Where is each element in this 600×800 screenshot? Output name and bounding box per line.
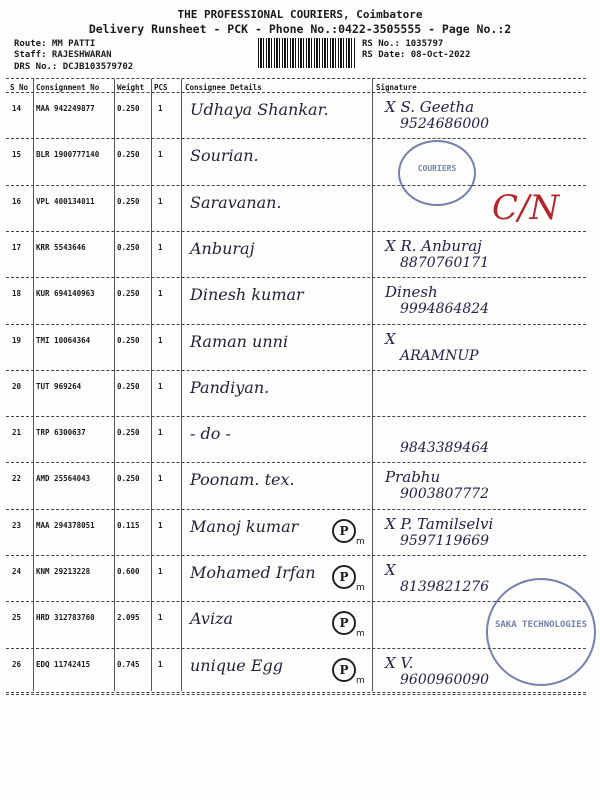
signature-name: Prabhu: [385, 468, 441, 487]
cell-weight: 0.115: [117, 520, 140, 530]
p-circle-mark: P: [332, 565, 356, 589]
cell-consignee: Udhaya Shankar.: [190, 100, 329, 119]
cell-weight: 0.600: [117, 567, 140, 576]
row-divider: [6, 277, 586, 278]
cell-consignee: Saravanan.: [190, 192, 282, 212]
cell-consignee: Raman unni: [190, 331, 289, 351]
cell-pcs: 1: [158, 381, 163, 391]
courier-stamp: [398, 140, 476, 206]
drs-number: DRS No.: DCJB103579702: [14, 62, 134, 72]
p-circle-mark: P: [332, 611, 356, 635]
cell-sno: 20: [12, 381, 22, 391]
cell-consignment-no: MAA 294378051: [36, 520, 95, 530]
row-divider: [6, 694, 586, 695]
cell-consignment-no: EDQ 11742415: [36, 659, 91, 669]
cell-weight: 0.250: [117, 289, 140, 299]
cell-consignment-no: KRR 5543646: [36, 242, 86, 252]
cell-consignment-no: MAA 942249877: [36, 104, 95, 113]
cell-sno: 16: [12, 196, 22, 206]
signature-name: X R. Anburaj: [385, 236, 482, 255]
rs-number: RS No.: 1035797: [362, 39, 444, 49]
cell-consignment-no: VPL 400134011: [36, 196, 95, 206]
cell-weight: 0.250: [117, 196, 140, 206]
cell-consignment-no: TUT 969264: [36, 381, 82, 391]
row-divider: [6, 509, 586, 510]
row-divider: [6, 324, 586, 325]
p-circle-mark: P: [332, 519, 356, 543]
m-mark: m: [356, 583, 365, 593]
row-divider: [6, 185, 586, 186]
cell-pcs: 1: [158, 428, 163, 438]
cell-weight: 0.250: [117, 150, 140, 160]
signature-phone: 8870760171: [400, 254, 490, 271]
row-divider: [6, 138, 586, 139]
cell-consignment-no: KUR 694140963: [36, 289, 95, 299]
col-divider: [151, 79, 152, 691]
col-header-consignment: Consignment No: [36, 83, 100, 92]
route-label: Route: MM PATTI: [14, 39, 96, 49]
stamp-text: COURIERS: [417, 164, 457, 173]
cell-pcs: 1: [158, 196, 163, 206]
cell-sno: 19: [12, 335, 22, 345]
signature-phone: 9524686000: [400, 116, 490, 132]
row-divider: [6, 555, 586, 556]
cell-sno: 25: [12, 613, 22, 623]
cell-weight: 0.745: [117, 659, 140, 669]
signature-name: X V.: [385, 653, 414, 672]
cell-pcs: 1: [158, 474, 163, 484]
cell-consignee: Anburaj: [190, 238, 255, 258]
cell-sno: 26: [12, 659, 22, 669]
signature-phone: 9003807772: [400, 486, 490, 503]
col-header-sno: S No: [10, 83, 29, 92]
cell-weight: 0.250: [117, 381, 140, 391]
p-circle-mark: P: [332, 658, 356, 682]
row-divider: [6, 416, 586, 417]
cell-consignment-no: HRD 312783760: [36, 613, 95, 623]
signature-name: Dinesh: [385, 283, 438, 302]
cell-consignee: Pandiyan.: [190, 377, 270, 397]
signature-name: X: [385, 329, 396, 348]
cell-weight: 0.250: [117, 474, 140, 484]
cell-weight: 0.250: [117, 104, 140, 113]
signature-phone: 9843389464: [400, 440, 490, 457]
cell-pcs: 1: [158, 659, 163, 669]
table-bottom-rule: [6, 692, 586, 693]
table-top-rule: [6, 78, 586, 79]
company-title: THE PROFESSIONAL COURIERS, Coimbatore: [177, 8, 423, 21]
signature-phone: 9600960090: [400, 671, 490, 688]
signature-name: X P. Tamilselvi: [385, 514, 494, 533]
row-divider: [6, 231, 586, 232]
col-header-consignee: Consignee Details: [185, 83, 262, 92]
staff-label: Staff: RAJESHWARAN: [14, 50, 112, 60]
signature-phone: 8139821276: [400, 579, 490, 595]
cell-consignee: unique Egg: [190, 655, 283, 675]
cell-pcs: 1: [158, 335, 163, 345]
col-header-weight: Weight: [117, 83, 145, 92]
m-mark: m: [356, 629, 365, 640]
cn-mark: C/N: [492, 188, 560, 228]
cell-consignee: Mohamed Irfan: [190, 563, 316, 582]
cell-consignee: Poonam. tex.: [190, 470, 295, 490]
cell-sno: 22: [12, 474, 22, 484]
cell-consignment-no: KNM 29213228: [36, 567, 91, 576]
cell-weight: 2.095: [117, 613, 140, 623]
m-mark: m: [356, 536, 365, 547]
cell-consignment-no: BLR 1900777140: [36, 150, 100, 160]
cell-pcs: 1: [158, 150, 163, 160]
col-header-signature: Signature: [376, 83, 417, 92]
signature-phone: 9597119669: [400, 532, 490, 549]
m-mark: m: [356, 675, 365, 686]
cell-consignee: Aviza: [190, 609, 234, 629]
col-divider: [181, 79, 182, 691]
cell-sno: 18: [12, 289, 22, 299]
cell-consignee: - do -: [190, 424, 231, 444]
seal-text: SAKA TECHNOLOGIES: [494, 620, 588, 630]
col-divider: [33, 79, 34, 691]
cell-weight: 0.250: [117, 335, 140, 345]
cell-sno: 15: [12, 150, 22, 160]
cell-pcs: 1: [158, 520, 163, 530]
company-seal: [486, 578, 596, 686]
col-divider: [114, 79, 115, 691]
header-rule: [6, 92, 586, 93]
barcode: [258, 38, 356, 68]
rs-date: RS Date: 08-Oct-2022: [362, 50, 471, 60]
cell-sno: 24: [12, 567, 22, 576]
cell-weight: 0.250: [117, 428, 140, 438]
cell-pcs: 1: [158, 567, 163, 576]
row-divider: [6, 370, 586, 371]
cell-consignee: Dinesh kumar: [190, 285, 304, 305]
row-divider: [6, 462, 586, 463]
cell-weight: 0.250: [117, 242, 140, 252]
col-header-pcs: PCS: [154, 83, 168, 92]
cell-consignment-no: TMI 10064364: [36, 335, 91, 345]
cell-sno: 17: [12, 242, 22, 252]
cell-consignment-no: TRP 6300637: [36, 428, 86, 438]
col-divider: [372, 79, 373, 691]
cell-sno: 14: [12, 104, 22, 113]
signature-name: X: [385, 561, 396, 579]
cell-consignment-no: AMD 25564043: [36, 474, 91, 484]
runsheet-subtitle: Delivery Runsheet - PCK - Phone No.:0422-3505555 - Page No.:2: [88, 22, 512, 36]
cell-pcs: 1: [158, 104, 163, 113]
cell-pcs: 1: [158, 289, 163, 299]
cell-consignee: Manoj kumar: [190, 516, 299, 536]
signature-phone: 9994864824: [400, 301, 490, 318]
signature-phone: ARAMNUP: [400, 347, 479, 364]
signature-name: X S. Geetha: [385, 98, 475, 116]
cell-sno: 21: [12, 428, 22, 438]
cell-pcs: 1: [158, 242, 163, 252]
cell-sno: 23: [12, 520, 22, 530]
cell-pcs: 1: [158, 613, 163, 623]
cell-consignee: Sourian.: [190, 146, 259, 166]
